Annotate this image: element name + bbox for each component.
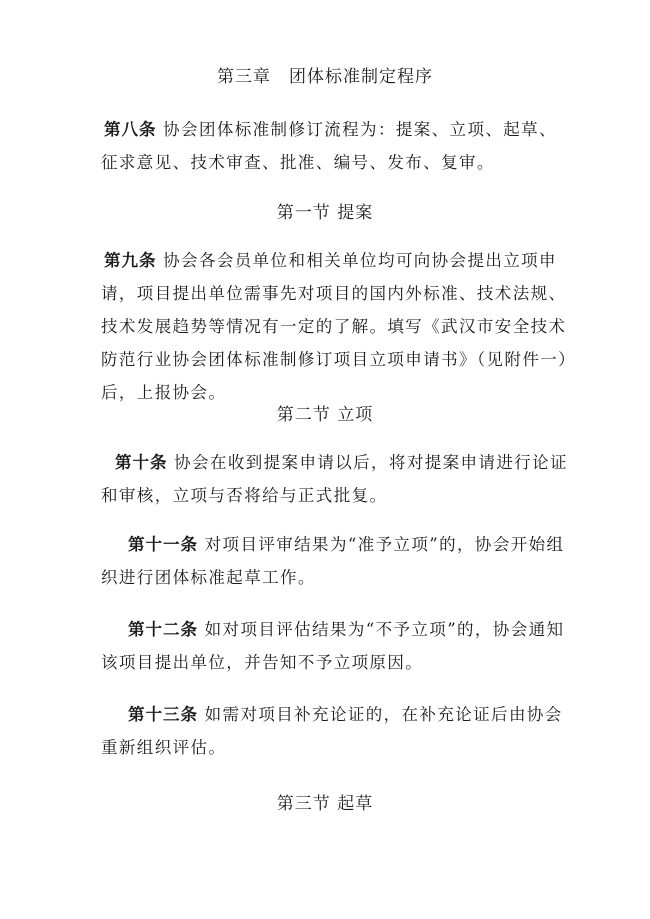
article-label: 第十一条 (128, 535, 198, 554)
article-9 (101, 244, 571, 409)
article-label: 第十二条 (128, 620, 198, 639)
article-12 (101, 613, 571, 679)
article-13 (101, 698, 571, 764)
article-text: 协会各会员单位和相关单位均可向协会提出立项申请，项目提出单位需事先对项目的国内外标准、技术法规、技术发展趋势等情况有一定的了解。填写《武汉市安全技术防范行业协会团体标准制修订项目立项申请书》（见附件一）后，上报协会。 (101, 251, 568, 402)
article-label: 第九条 (104, 251, 157, 270)
article-8 (101, 113, 571, 179)
section-3-title: 第三节 起草 (276, 794, 374, 814)
article-10 (101, 446, 571, 512)
section-1-title: 第一节 提案 (276, 203, 374, 223)
section-2-title: 第二节 立项 (276, 405, 374, 425)
article-label: 第十条 (115, 453, 168, 472)
article-text: 对项目评审结果为“准予立项”的，协会开始组织进行团体标准起草工作。 (101, 535, 565, 587)
article-label: 第十三条 (128, 705, 198, 724)
article-text: 协会团体标准制修订流程为：提案、立项、起草、征求意见、技术审查、批准、编号、发布、复审。 (101, 120, 557, 172)
article-text: 如需对项目补充论证的，在补充论证后由协会重新组织评估。 (101, 705, 563, 757)
article-text: 如对项目评估结果为“不予立项”的，协会通知该项目提出单位，并告知不予立项原因。 (101, 620, 565, 672)
article-11 (101, 528, 571, 594)
article-text: 协会在收到提案申请以后，将对提案申请进行论证和审核，立项与否将给与正式批复。 (101, 453, 568, 505)
article-label: 第八条 (104, 120, 157, 139)
chapter-title: 第三章 团体标准制定程序 (217, 67, 433, 87)
